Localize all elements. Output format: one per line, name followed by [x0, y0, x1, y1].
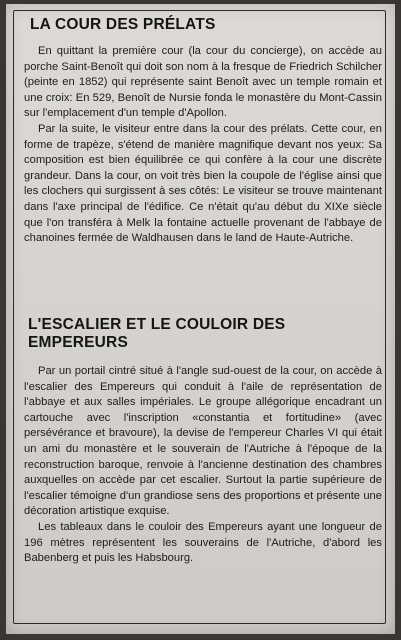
section-title: LA COUR DES PRÉLATS [30, 16, 216, 33]
section-cour-des-prelats [24, 16, 382, 247]
section-escalier-empereurs [24, 316, 382, 567]
paragraph: Par un portail cintré situé à l'angle sud-ouest de la cour, on accède à l'escalier des Empereurs qui conduit à l'aile de représentation de l'abbaye et aux salles impériales. Le groupe allégorique encadrant un cartouche avec l'inscription «constantia et fortitudine» (avec persévérance et bravoure), la devise de l'empereur Charles VI qui était un ami du monastère et le souverain de l'Autriche à l'époque de la reconstruction baroque, renvoie à l'ancienne destination des chambres auxquelles on accède par cet escalier. Surtout la partie supérieure de l'escalier témoigne d'un grandiose sens des proportions et présente une décoration artistique exquise. [24, 365, 382, 518]
paragraph: Par la suite, le visiteur entre dans la cour des prélats. Cette cour, en forme de trapèze, s'étend de manière magnifique devant nos yeux: Sa composition est bien équilibrée ce qui confère à la cour une discrète grandeur. Dans la cour, on voit très bien la coupole de l'église ainsi que les clochers qui surgissent à ses côtés: Le visiteur se trouve maintenant dans l'axe principal de l'édifice. Ce n'était qu'au début du XIXe siècle que l'on transféra à Melk la fontaine actuelle provenant de l'abbaye de chanoines fermée de Waldhausen dans le land de Haute-Autriche. [24, 122, 382, 245]
information-panel [6, 4, 395, 634]
paragraph: En quittant la première cour (la cour du concierge), on accède au porche Saint-Benoît qui doit son nom à la fresque de Friedrich Schilcher (peinte en 1852) qui représente saint Benoît avec un temple romain et une croix: En 529, Benoît de Nursie fonda le monastère du Mont-Cassin sur l'emplacement d'un temple d'Apollon. [24, 45, 382, 120]
paragraph: Les tableaux dans le couloir des Empereurs ayant une longueur de 196 mètres représentent les souverains de l'Autriche, d'abord les Babenberg et puis les Habsbourg. [24, 520, 382, 565]
section-title: L'ESCALIER ET LE COULOIR DES EMPEREURS [28, 316, 286, 351]
